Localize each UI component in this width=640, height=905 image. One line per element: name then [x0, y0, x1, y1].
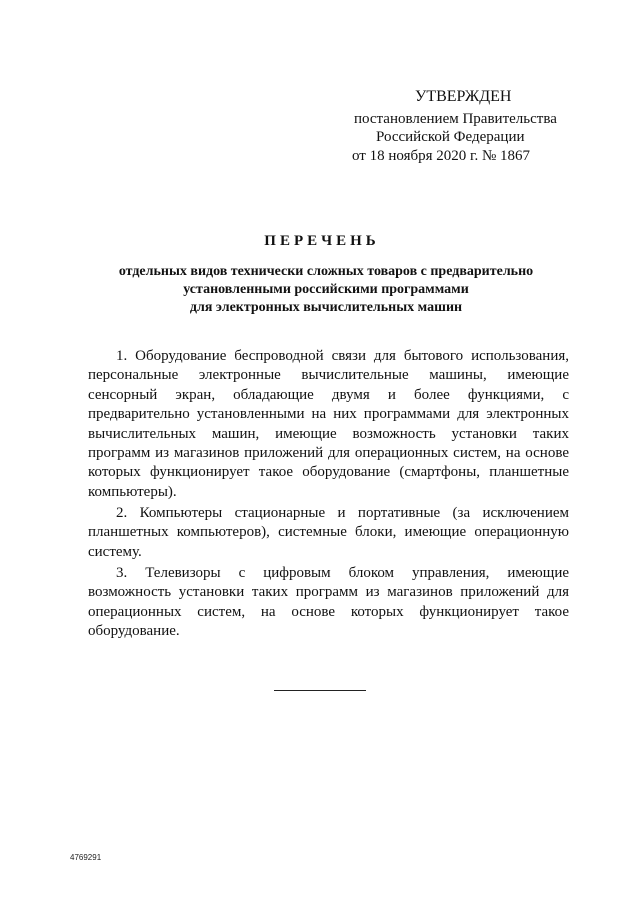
list-item-3-text: 3. Телевизоры с цифровым блоком управления, имеющие возможность установки таких программ из магазинов приложений для операционных систем, на основе которых функционирует такое оборудование. [88, 565, 569, 640]
approval-title: УТВЕРЖДЕН [415, 88, 512, 105]
list-item-1-text: 1. Оборудование беспроводной связи для бытового использования, персональные электронные вычислительные машины, имеющие сенсорный экран, обладающие двумя и более функциями, с предварительно установленными на них программами для электронных вычислительных машин, имеющие возможность установки таких программ из магазинов приложений для операционных систем, на основе которых функционирует такое оборудование (смартфоны, планшетные компьютеры). [88, 348, 569, 500]
list-subtitle-line-1: отдельных видов технически сложных товаров с предварительно [118, 264, 534, 279]
list-item [88, 347, 569, 502]
list-title: ПЕРЕЧЕНЬ [264, 233, 380, 249]
list-item [88, 564, 569, 642]
closing-divider [274, 690, 366, 691]
document-id: 4769291 [70, 853, 102, 862]
approval-line-3: от 18 ноября 2020 г. № 1867 [352, 148, 531, 164]
list-item [88, 504, 569, 562]
approval-line-1: постановлением Правительства [354, 111, 557, 127]
list-subtitle-line-2: установленными российскими программами [183, 282, 469, 297]
list-item-2-text: 2. Компьютеры стационарные и портативные (за исключением планшетных компьютеров), системные блоки, имеющие операционную систему. [88, 505, 569, 560]
list-subtitle-line-3: для электронных вычислительных машин [189, 300, 463, 315]
approval-line-2: Российской Федерации [376, 129, 525, 145]
